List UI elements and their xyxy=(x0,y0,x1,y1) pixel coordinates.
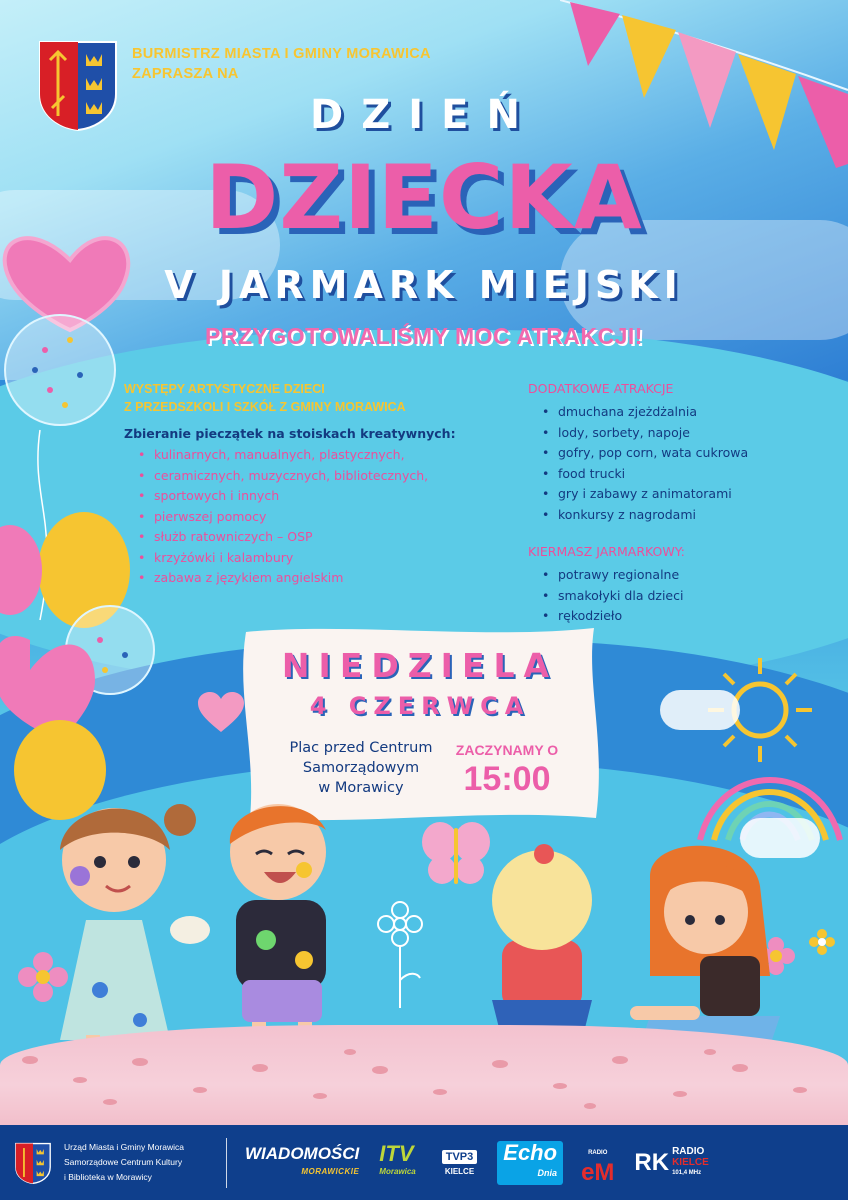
logo-text: KIELCE xyxy=(672,1157,709,1168)
list-item: • gry i zabawy z animatorami xyxy=(528,484,828,505)
logo-text: WIADOMOŚCI xyxy=(245,1143,360,1163)
organizers-text xyxy=(64,1140,214,1185)
title-line-dziecka: DZIECKA xyxy=(205,146,643,249)
wiadomosci-morawickie-logo xyxy=(245,1145,359,1181)
event-day: NIEDZIELA xyxy=(281,646,559,685)
list-item: • ceramicznych, muzycznych, bibliotecznych, xyxy=(124,466,504,487)
radio-em-logo xyxy=(581,1143,615,1186)
event-place xyxy=(276,738,446,798)
list-item: • pierwszej pomocy xyxy=(124,507,504,528)
heart-icon xyxy=(196,690,246,736)
logo-mark: RK xyxy=(634,1148,670,1176)
child-girl-sitting-illustration xyxy=(610,836,800,1056)
inviter-line: BURMISTRZ MIASTA I GMINY MORAWICA xyxy=(132,46,431,62)
footer-divider xyxy=(226,1138,227,1188)
list-item: • służb ratowniczych – OSP xyxy=(124,527,504,548)
list-item: • smakołyki dla dzieci xyxy=(528,586,828,607)
list-item: • gofry, pop corn, wata cukrowa xyxy=(528,443,828,464)
child-boy-laughing-illustration xyxy=(196,790,366,1060)
organizer-line: i Biblioteka w Morawicy xyxy=(64,1172,152,1182)
echo-dnia-logo xyxy=(497,1141,563,1185)
logo-subtext: MORAWICKIE xyxy=(301,1166,360,1176)
logo-text: ITV xyxy=(379,1140,414,1166)
place-line: Plac przed Centrum xyxy=(289,740,433,756)
chalk-cloud-decoration xyxy=(660,690,740,730)
logo-subtext: 101,4 MHz xyxy=(672,1170,702,1176)
logo-text: RADIO xyxy=(672,1146,705,1157)
extra-attractions-heading: DODATKOWE ATRAKCJE xyxy=(528,381,674,396)
logo-subtext: Morawica xyxy=(379,1166,416,1176)
list-item: • sportowych i innych xyxy=(124,486,504,507)
radio-kielce-logo xyxy=(634,1146,708,1179)
list-item: • konkursy z nagrodami xyxy=(528,505,828,526)
title-line-dzien: DZIEŃ xyxy=(310,92,538,138)
event-date: 4 CZERWCA xyxy=(309,692,531,720)
logo-text: Echo xyxy=(503,1139,558,1165)
fair-heading: KIERMASZ JARMARKOWY: xyxy=(528,544,685,559)
program-left-column xyxy=(124,380,504,589)
list-item: • zabawa z językiem angielskim xyxy=(124,568,504,589)
tagline: PRZYGOTOWALIŚMY MOC ATRAKCJI! xyxy=(205,323,643,349)
stamps-list xyxy=(124,445,504,589)
list-item: • dmuchana zjeżdżalnia xyxy=(528,402,828,423)
flower-icon xyxy=(808,928,836,956)
organizer-line: Samorządowe Centrum Kultury xyxy=(64,1157,183,1167)
child-girl-painting-illustration xyxy=(30,780,210,1070)
inviter-line: ZAPRASZA NA xyxy=(132,66,239,82)
bunting-decoration xyxy=(560,0,848,170)
title-line-jarmark: V JARMARK MIEJSKI xyxy=(164,263,684,307)
inviter-text xyxy=(132,44,431,84)
itv-morawica-logo xyxy=(379,1140,416,1181)
start-time: 15:00 xyxy=(463,760,551,798)
logo-subtext: Dnia xyxy=(537,1167,558,1178)
stamps-heading: Zbieranie pieczątek na stoiskach kreatywnych: xyxy=(124,426,456,441)
list-item: • krzyżówki i kalambury xyxy=(124,548,504,569)
list-item: • kulinarnych, manualnych, plastycznych, xyxy=(124,445,504,466)
list-item: • potrawy regionalne xyxy=(528,565,828,586)
logo-text: TVP3 xyxy=(442,1150,478,1164)
logo-text-block xyxy=(672,1146,709,1179)
ground-pattern xyxy=(0,1040,848,1120)
start-label: ZACZYNAMY O xyxy=(455,742,559,758)
sponsors-footer xyxy=(0,1125,848,1200)
extra-attractions-list xyxy=(528,402,828,525)
place-line: Samorządowym xyxy=(302,760,420,776)
performances-heading: WYSTĘPY ARTYSTYCZNE DZIECI xyxy=(124,382,325,396)
place-line: w Morawicy xyxy=(318,780,404,796)
organizer-line: Urząd Miasta i Gminy Morawica xyxy=(64,1142,184,1152)
fair-list xyxy=(528,565,828,627)
list-item: • food trucki xyxy=(528,464,828,485)
flower-icon xyxy=(370,900,430,1010)
coat-of-arms-icon xyxy=(14,1140,52,1186)
tvp3-kielce-logo xyxy=(442,1150,478,1176)
logo-subtext: RADIO xyxy=(588,1149,608,1156)
child-girl-drawing-illustration xyxy=(462,830,612,1050)
logo-subtext: KIELCE xyxy=(444,1166,475,1176)
list-item: • rękodzieło xyxy=(528,606,828,627)
logo-text: eM xyxy=(581,1158,615,1186)
performances-heading: Z PRZEDSZKOLI I SZKÓŁ Z GMINY MORAWICA xyxy=(124,400,406,414)
list-item: • lody, sorbety, napoje xyxy=(528,423,828,444)
program-right-column xyxy=(528,380,828,627)
